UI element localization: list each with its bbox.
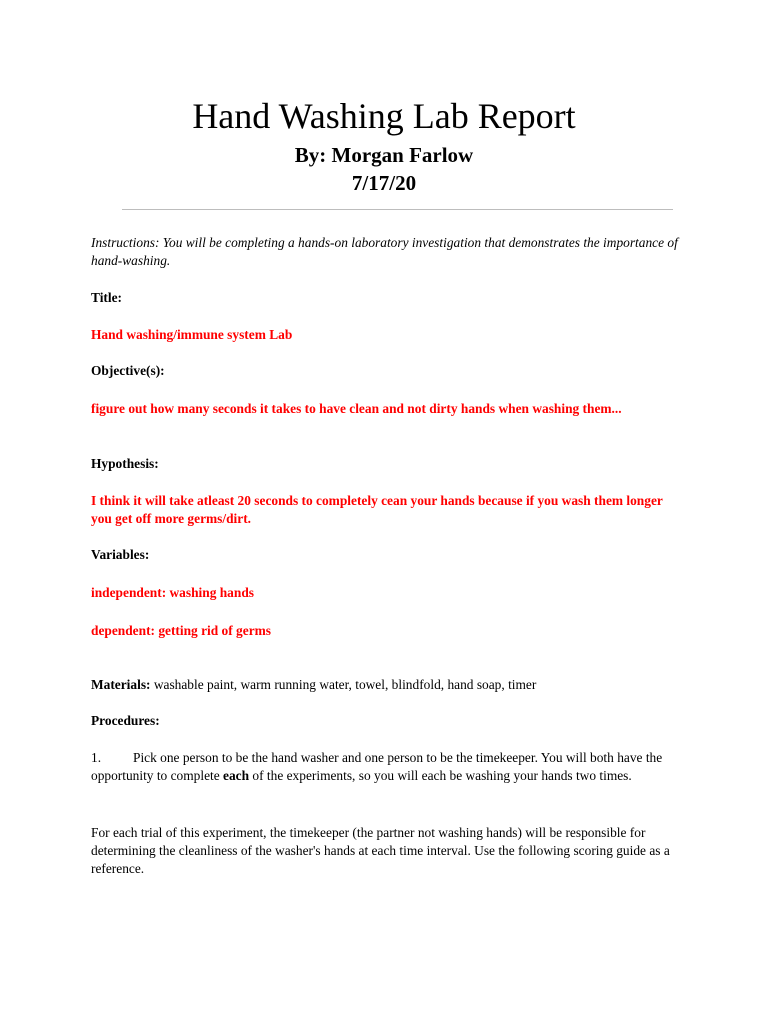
step-number: 1. <box>91 750 102 765</box>
header-divider <box>122 209 673 210</box>
author-byline: By: Morgan Farlow <box>294 143 474 167</box>
title-value: Hand washing/immune system Lab <box>91 327 293 342</box>
materials-line <box>91 676 681 694</box>
variables-label: Variables: <box>91 547 150 562</box>
materials-value: washable paint, warm running water, towel, blindfold, hand soap, timer <box>150 677 537 692</box>
report-date: 7/17/20 <box>351 171 417 195</box>
step-text-start: Pick one person to be the hand washer and one person to be the timekeeper. You will both have the opportunity to complete <box>91 750 663 783</box>
materials-label: Materials: <box>91 677 151 692</box>
instructions-text: Instructions: You will be completing a hands-on laboratory investigation that demonstrates the importance of hand-washing. <box>91 235 678 268</box>
title-label: Title: <box>91 290 122 305</box>
hypothesis-label: Hypothesis: <box>91 456 159 471</box>
hypothesis-value: I think it will take atleast 20 seconds to completely cean your hands because if you wash them longer you get off more germs/dirt. <box>91 493 663 526</box>
step-text-end: of the experiments, so you will each be washing your hands two times. <box>249 768 632 783</box>
objective-label: Objective(s): <box>91 363 165 378</box>
dependent-variable: dependent: getting rid of germs <box>91 623 272 638</box>
objective-value: figure out how many seconds it takes to have clean and not dirty hands when washing them... <box>91 401 622 416</box>
step-emphasis: each <box>223 768 250 783</box>
procedure-paragraph-2: For each trial of this experiment, the timekeeper (the partner not washing hands) will be responsible for determining the cleanliness of the washer's hands at each time interval. Use the following scoring guide as a reference. <box>91 825 670 876</box>
independent-variable: independent: washing hands <box>91 585 254 600</box>
procedure-step-1 <box>91 749 681 785</box>
procedures-label: Procedures: <box>91 713 160 728</box>
document-title: Hand Washing Lab Report <box>192 96 576 136</box>
